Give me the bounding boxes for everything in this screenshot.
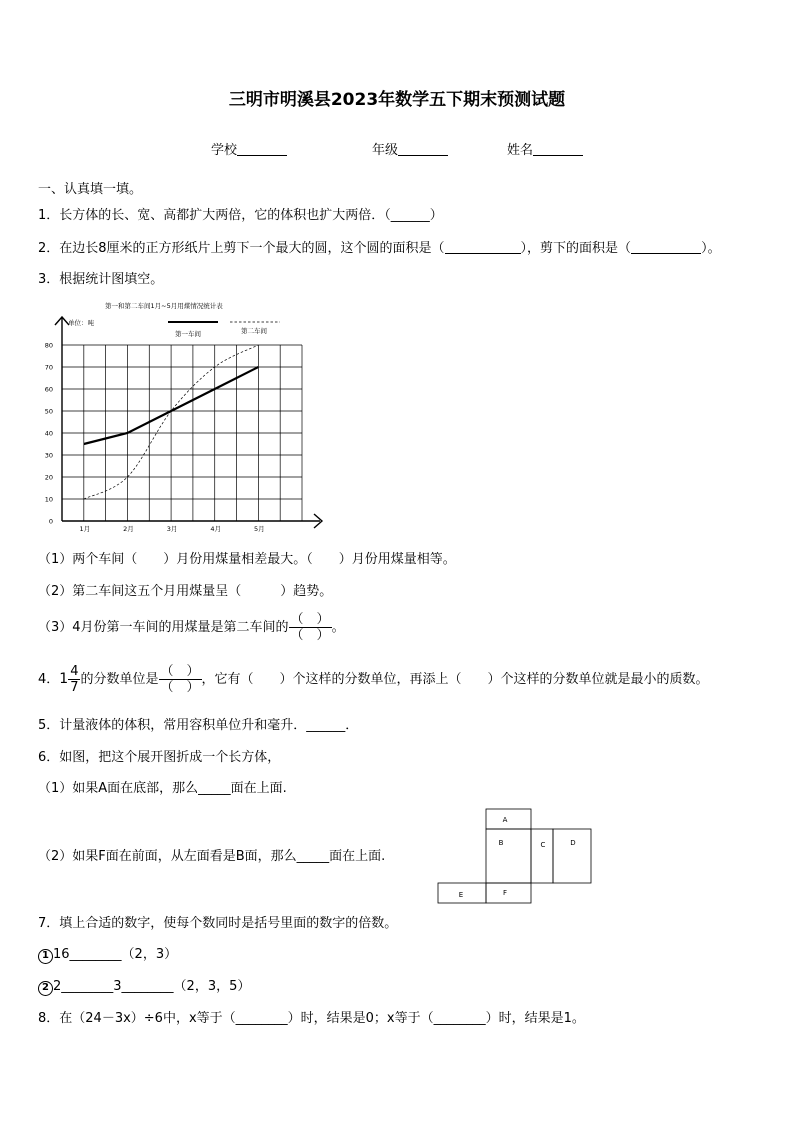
school-field xyxy=(211,142,287,159)
q4-unit-denominator: （ ） xyxy=(160,680,200,695)
face-f-rect xyxy=(486,883,531,903)
y-tick-label: 30 xyxy=(44,451,53,460)
face-a-label: A xyxy=(502,816,508,824)
face-e-label: E xyxy=(458,891,464,899)
q2-text-c: ）。 xyxy=(701,241,721,256)
question-6-sub2: （2）如果F面在前面，从左面看是B面，那么_____面在上面. xyxy=(38,849,386,864)
question-4 xyxy=(38,659,709,700)
q4-fraction-denominator: 7 xyxy=(70,680,79,695)
question-6-sub1: （1）如果A面在底部，那么_____面在上面. xyxy=(38,781,287,796)
question-1 xyxy=(38,208,443,224)
face-f-label: F xyxy=(502,889,508,897)
cuboid-net-diagram xyxy=(430,803,600,913)
q4-mixed-fraction xyxy=(68,664,80,695)
legend-label-workshop-2: 第二车间 xyxy=(241,327,267,335)
legend-label-workshop-1: 第一车间 xyxy=(175,330,201,338)
face-d-label: D xyxy=(570,839,576,847)
q3-fraction-numerator: （ ） xyxy=(290,612,330,627)
question-8: 8．在（24－3x）÷6中，x等于（________）时，结果是0；x等于（________）时，结果是1。 xyxy=(38,1011,585,1026)
q4-whole: 1 xyxy=(59,671,69,687)
question-3: 3．根据统计图填空。 xyxy=(38,272,164,287)
q4-unit-fraction[interactable] xyxy=(159,664,202,695)
question-5: 5．计量液体的体积，常用容积单位升和毫升．______． xyxy=(38,718,359,733)
grade-blank[interactable] xyxy=(398,142,448,156)
y-tick-label: 20 xyxy=(44,473,53,482)
x-tick-label: 5月 xyxy=(254,525,265,533)
y-tick-label: 50 xyxy=(44,407,53,416)
x-tick-label: 3月 xyxy=(166,525,178,533)
q7-sub2-text[interactable]: 2________3________（2，3，5） xyxy=(53,979,251,994)
school-blank[interactable] xyxy=(237,142,287,156)
q3-sub3-text: （3）4月份第一车间的用煤量是第二车间的 xyxy=(38,620,289,635)
q2-blank-circle-area[interactable] xyxy=(445,240,521,254)
y-tick-label: 10 xyxy=(44,495,53,504)
q7-sub1-text[interactable]: 16________（2，3） xyxy=(53,947,178,962)
y-tick-label: 60 xyxy=(44,385,53,394)
y-tick-labels xyxy=(45,342,53,526)
y-tick-label: 70 xyxy=(44,363,53,372)
q4-text-b: ，它有（ ）个这样的分数单位，再添上（ ）个这样的分数单位就是最小的质数。 xyxy=(201,672,709,687)
q2-blank-cut-area[interactable] xyxy=(631,240,701,254)
y-tick-label: 40 xyxy=(44,429,53,438)
name-label: 姓名 xyxy=(507,143,534,158)
page-title: 三明市明溪县2023年数学五下期末预测试题 xyxy=(228,90,566,110)
q1-blank[interactable]: （______） xyxy=(384,208,443,223)
q1-text: 1．长方体的长、宽、高都扩大两倍，它的体积也扩大两倍． xyxy=(38,208,385,223)
chart-legend xyxy=(168,322,280,338)
x-tick-label: 2月 xyxy=(123,525,134,533)
q2-text-b: ），剪下的面积是（ xyxy=(520,241,632,256)
face-c-rect xyxy=(531,829,553,883)
q4-number: 4． xyxy=(38,672,60,687)
chart-axes xyxy=(55,317,322,528)
grade-field xyxy=(372,142,448,159)
q4-fraction-numerator: 4 xyxy=(70,664,79,679)
question-7: 7．填上合适的数字，使每个数同时是括号里面的数字的倍数。 xyxy=(38,916,398,931)
q4-text-a: 的分数单位是 xyxy=(80,672,159,687)
q2-text-a: 2．在边长8厘米的正方形纸片上剪下一个最大的圆，这个圆的面积是（ xyxy=(38,241,445,256)
grade-label: 年级 xyxy=(372,143,399,158)
q3-fraction-denominator: （ ） xyxy=(290,628,330,643)
name-field xyxy=(507,142,583,159)
y-tick-label: 0 xyxy=(48,517,53,526)
q3-sub3-end: 。 xyxy=(331,620,345,635)
coal-usage-line-chart xyxy=(40,298,330,538)
school-label: 学校 xyxy=(211,143,238,158)
chart-unit: 单位：吨 xyxy=(68,319,94,327)
name-blank[interactable] xyxy=(533,142,583,156)
q3-answer-fraction[interactable] xyxy=(289,612,332,643)
question-6: 6．如图，把这个展开图折成一个长方体， xyxy=(38,750,281,765)
q4-unit-numerator: （ ） xyxy=(160,664,200,679)
circled-number-two: 2 xyxy=(38,981,53,996)
x-tick-label: 1月 xyxy=(79,525,91,533)
question-3-sub1: （1）两个车间（ ）月份用煤量相差最大。（ ）月份用煤量相等。 xyxy=(38,552,456,567)
face-b-label: B xyxy=(498,839,504,847)
y-tick-label: 80 xyxy=(44,341,53,350)
face-a-rect xyxy=(486,809,531,829)
circled-number-one: 1 xyxy=(38,949,53,964)
chart-grid xyxy=(62,345,302,521)
question-3-sub2: （2）第二车间这五个月用煤量呈（ ）趋势。 xyxy=(38,584,333,599)
face-b-rect xyxy=(486,829,531,883)
chart-title: 第一和第二车间1月~5月用煤情况统计表 xyxy=(105,302,223,310)
x-tick-labels xyxy=(79,525,264,533)
face-d-rect xyxy=(553,829,591,883)
x-tick-label: 4月 xyxy=(210,525,222,533)
face-c-label: C xyxy=(540,841,546,849)
question-7-sub2 xyxy=(38,979,250,996)
question-7-sub1 xyxy=(38,947,177,964)
question-3-sub3 xyxy=(38,612,345,644)
question-2 xyxy=(38,240,721,257)
section-heading: 一、认真填一填。 xyxy=(38,182,143,197)
